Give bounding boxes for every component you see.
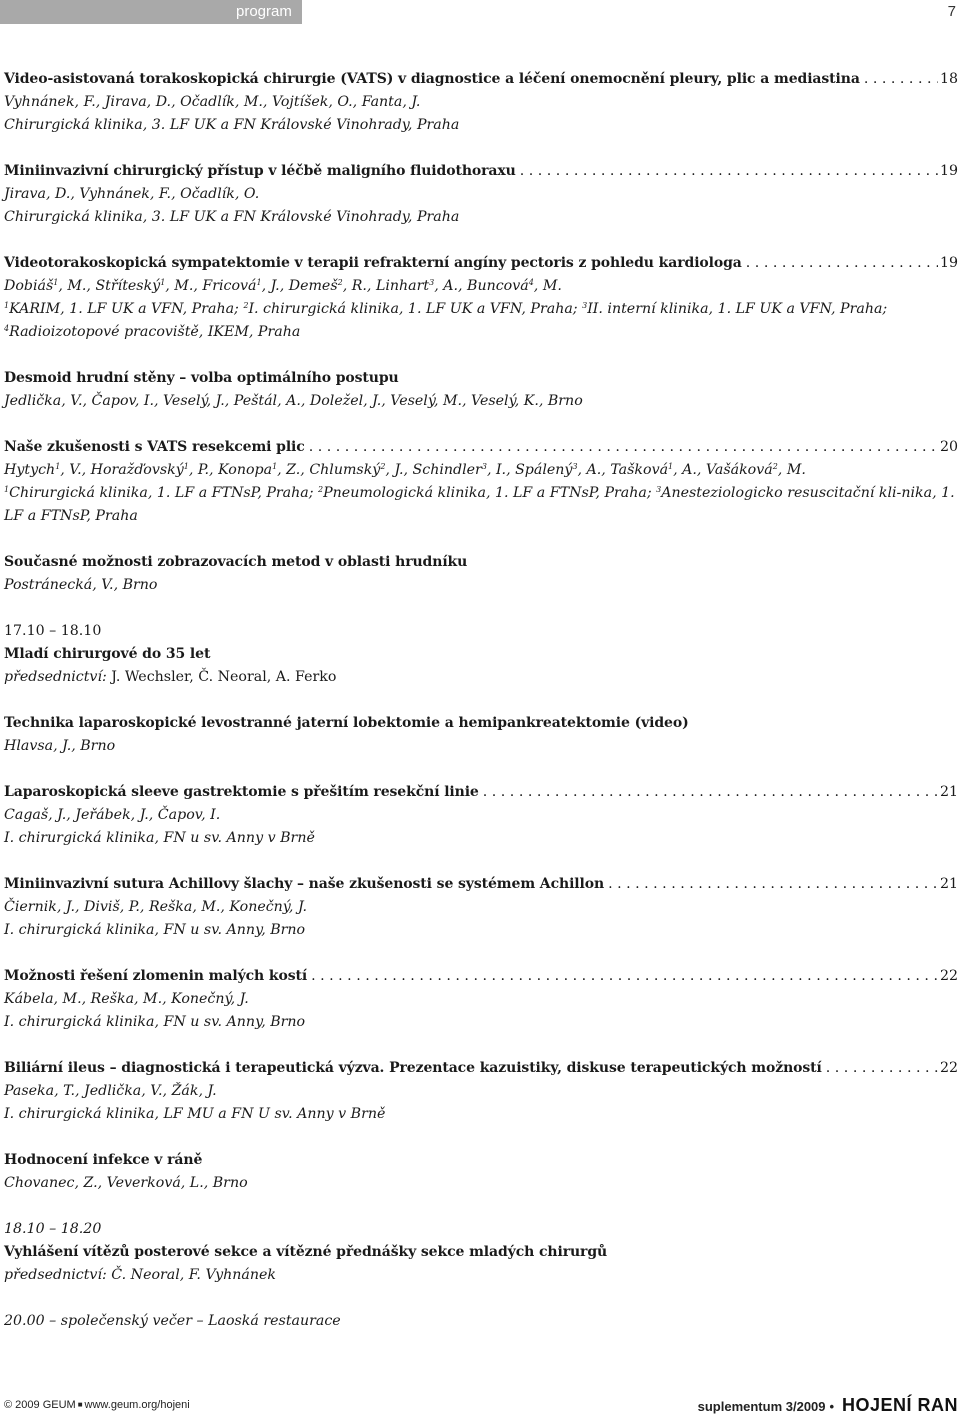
program-entry (4, 436, 958, 528)
entry-title: Naše zkušenosti s VATS resekcemi plic (4, 439, 305, 455)
entry-authors: Hlavsa, J., Brno (4, 738, 116, 754)
entry-page: 21 (939, 876, 958, 892)
program-entry (4, 68, 958, 137)
session-time: 18.10 – 18.20 (4, 1221, 102, 1237)
entry-title: Miniinvazivní sutura Achillovy šlachy – naše zkušenosti se systémem Achillon (4, 876, 605, 892)
dot-leader (608, 873, 938, 896)
footer-copyright: © 2009 GEUM ■ www.geum.org/hojeni (4, 1399, 190, 1411)
footer-url: www.geum.org/hojeni (84, 1399, 190, 1411)
entry-authors: Postránecká, V., Brno (4, 577, 158, 593)
program-entry (4, 781, 958, 850)
entry-authors: Dobiáš$^1$, M., Stříteský$^1$, M., Fricová$^1$, J., Demeš$^2$, R., Linhart$^3$, A., Buncová$^4$, M. (4, 278, 562, 294)
entry-title: Desmoid hrudní stěny – volba optimálního postupu (4, 370, 399, 386)
entry-affiliation: I. chirurgická klinika, FN u sv. Anny v Brně (4, 830, 315, 846)
session-chairs: předsednictví: J. Wechsler, Č. Neoral, A. Ferko (4, 669, 337, 685)
dot-leader (309, 436, 938, 459)
entry-affiliation: I. chirurgická klinika, LF MU a FN U sv. Anny v Brně (4, 1106, 386, 1122)
page-footer (0, 1396, 960, 1418)
entry-title: Miniinvazivní chirurgický přístup v léčbě maligního fluidothoraxu (4, 163, 516, 179)
entry-authors: Hytych$^1$, V., Horažďovský$^1$, P., Konopa$^1$, Z., Chlumský$^2$, J., Schindler$^3$, I., Spálený$^3$, A., Tašková$^1$, A., Vašáková$^2$, M. (4, 462, 806, 478)
entry-page: 21 (939, 784, 958, 800)
session-block (4, 1218, 958, 1287)
program-entry (4, 1149, 958, 1195)
section-tab: program (0, 0, 302, 24)
session-title: Vyhlášení vítězů posterové sekce a vítězné přednášky sekce mladých chirurgů (4, 1244, 608, 1260)
entry-authors: Jirava, D., Vyhnánek, F., Očadlík, O. (4, 186, 260, 202)
program-entry (4, 160, 958, 229)
entry-affiliation: Chirurgická klinika, 3. LF UK a FN Královské Vinohrady, Praha (4, 117, 460, 133)
program-entry (4, 873, 958, 942)
session-chairs: předsednictví: Č. Neoral, F. Vyhnánek (4, 1267, 277, 1283)
program-entry (4, 551, 958, 597)
dot-leader (826, 1057, 938, 1080)
entry-authors: Paseka, T., Jedlička, V., Žák, J. (4, 1083, 217, 1099)
entry-title: Video-asistovaná torakoskopická chirurgie (VATS) v diagnostice a léčení onemocnění pleury, plic a mediastina (4, 71, 860, 87)
entry-affiliation: $^4$Radioizotopové pracoviště, IKEM, Praha (4, 324, 301, 340)
entry-title: Laparoskopická sleeve gastrektomie s přešitím resekční linie (4, 784, 479, 800)
entry-authors: Jedlička, V., Čapov, I., Veselý, J., Peštál, A., Doležel, J., Veselý, M., Veselý, K., Brno (4, 393, 583, 409)
dot-leader (746, 252, 938, 275)
entry-title: Možnosti řešení zlomenin malých kostí (4, 968, 308, 984)
entry-page: 19 (939, 255, 958, 271)
program-entry (4, 252, 958, 344)
square-bullet-icon: ■ (77, 1400, 83, 1409)
entry-affiliation: $^1$KARIM, 1. LF UK a VFN, Praha; $^2$I. chirurgická klinika, 1. LF UK a VFN, Praha; $^3$II. interní klinika, 1. LF UK a VFN, Praha; (4, 301, 888, 317)
dot-leader (864, 68, 938, 91)
entry-page: 19 (939, 163, 958, 179)
page-number: 7 (947, 3, 956, 20)
entry-affiliation: Chirurgická klinika, 3. LF UK a FN Královské Vinohrady, Praha (4, 209, 460, 225)
session-title: Mladí chirurgové do 35 let (4, 646, 211, 662)
entry-affiliation: $^1$Chirurgická klinika, 1. LF a FTNsP, Praha; $^2$Pneumologická klinika, 1. LF a FTNsP, Praha; $^3$Anesteziologicko resuscitační kli-nika, 1. LF a FTNsP, Praha (4, 485, 955, 524)
program-entry (4, 1057, 958, 1126)
program-entry (4, 965, 958, 1034)
footer-journal (698, 1396, 958, 1416)
dot-leader (520, 160, 938, 183)
supplement-label: suplementum 3/2009 (697, 1399, 826, 1414)
entry-authors: Kábela, M., Reška, M., Konečný, J. (4, 991, 249, 1007)
program-entry (4, 712, 958, 758)
program-content (4, 68, 958, 1333)
entry-title: Biliární ileus – diagnostická i terapeutická výzva. Prezentace kazuistiky, diskuse terapeutických možností (4, 1060, 822, 1076)
entry-affiliation: I. chirurgická klinika, FN u sv. Anny, Brno (4, 922, 306, 938)
entry-title: Současné možnosti zobrazovacích metod v oblasti hrudníku (4, 554, 468, 570)
entry-page: 22 (939, 968, 958, 984)
entry-page: 20 (939, 439, 958, 455)
entry-affiliation: I. chirurgická klinika, FN u sv. Anny, Brno (4, 1014, 306, 1030)
session-block (4, 620, 958, 689)
entry-page: 22 (939, 1060, 958, 1076)
program-entry (4, 367, 958, 413)
bullet-icon: • (829, 1399, 835, 1414)
journal-title: HOJENÍ RAN (841, 1395, 958, 1415)
evening-event: 20.00 – společenský večer – Laoská restaurace (4, 1313, 341, 1329)
entry-title: Videotorakoskopická sympatektomie v terapii refrakterní angíny pectoris z pohledu kardiologa (4, 255, 742, 271)
page-header (0, 0, 960, 27)
dot-leader (483, 781, 938, 804)
entry-authors: Cagaš, J., Jeřábek, J., Čapov, I. (4, 807, 221, 823)
session-time: 17.10 – 18.10 (4, 623, 102, 639)
entry-page: 18 (939, 71, 958, 87)
entry-title: Technika laparoskopické levostranné jaterní lobektomie a hemipankreatektomie (video) (4, 715, 689, 731)
entry-authors: Čiernik, J., Diviš, P., Reška, M., Konečný, J. (4, 899, 308, 915)
entry-title: Hodnocení infekce v ráně (4, 1152, 203, 1168)
entry-authors: Vyhnánek, F., Jirava, D., Očadlík, M., Vojtíšek, O., Fanta, J. (4, 94, 421, 110)
entry-authors: Chovanec, Z., Veverková, L., Brno (4, 1175, 248, 1191)
dot-leader (311, 965, 938, 988)
